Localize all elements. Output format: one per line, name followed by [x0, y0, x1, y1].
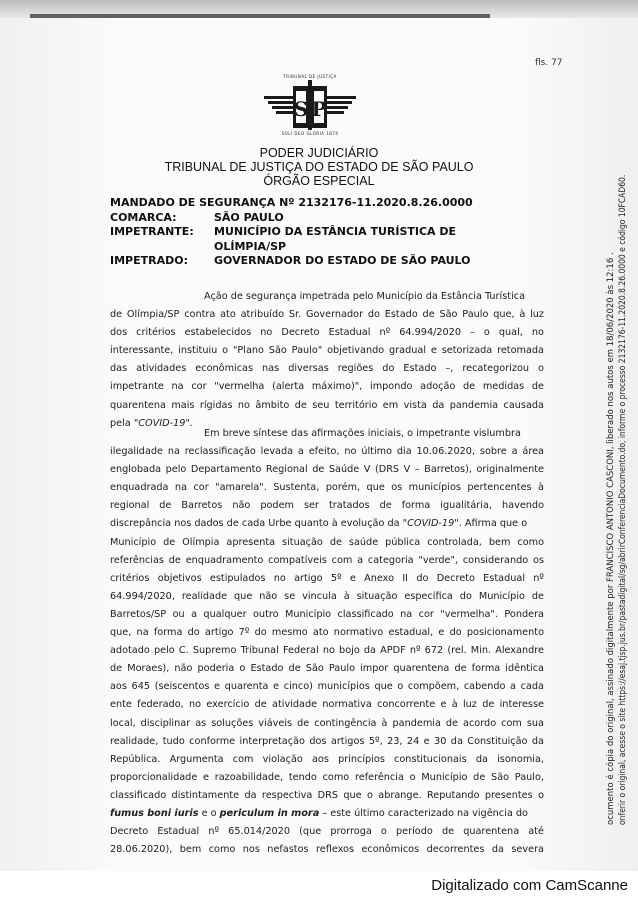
side-stamp-line-2: onferir o original, acesse o site https://esaj.tjsp.jus.br/pastadigital/sg/abrirConferenciaDocumento.do, informe o processo 2132176-11.2020.8.26.0000 e código 10FCAD60. — [618, 174, 628, 825]
paragraph-line: adotado pelo C. Supremo Tribunal Federal no bojo da APDF nº 672 (rel. Min. Alexandre — [110, 645, 544, 657]
paragraph-line: local, disciplinar as soluções viáveis de contingência à pandemia de acordo com sua — [110, 717, 544, 729]
paragraph-line — [110, 805, 544, 823]
comarca-row — [110, 211, 284, 224]
paragraph-line — [110, 515, 544, 533]
paragraph-line: de Moraes), não poderia o Estado de São Paulo impor quarentena de forma idêntica — [110, 663, 544, 675]
paragraph-line: realidade, tudo conforme interpretação dos artigos 5º, 23, 24 e 30 da Constituição da — [110, 735, 544, 747]
impetrante-label: IMPETRANTE: — [110, 225, 194, 238]
impetrado-value: GOVERNADOR DO ESTADO DE SÃO PAULO — [214, 254, 471, 267]
covid-italic: "COVID-19" — [402, 518, 459, 530]
paragraph-line: proporcionalidade e razoabilidade, tendo como referência o Município de São Paulo, — [110, 771, 544, 783]
paragraph-1 — [110, 288, 544, 433]
seal-letter-p: P — [311, 97, 327, 121]
page-number: fls. 77 — [535, 58, 563, 68]
impetrante-row-cont — [110, 240, 286, 253]
paragraph-line: Em breve síntese das afirmações iniciais, o impetrante vislumbra — [204, 428, 521, 439]
seal-bottom-text: SOLI DEO GLORIA 1874 — [281, 131, 339, 136]
paragraph-line: impetrante na cor "vermelha (alerta máximo)", impondo adoção de medidas de — [110, 381, 544, 393]
periculum-in-mora: periculum in mora — [219, 807, 320, 819]
header-line-3: ÓRGÃO ESPECIAL — [263, 174, 375, 188]
paragraph-line: regional de Barretos não podem ser tratados de forma igualitária, havendo — [110, 500, 544, 512]
paragraph-line: ilegalidade na reclassificação levada a efeito, no último dia 10.06.2020, sobre a área — [110, 446, 544, 458]
paragraph-text: pela — [110, 417, 134, 429]
paragraph-line: referências de enquadramento compatíveis com a categoria "verde", considerando os — [110, 554, 544, 566]
paragraph-line: classificado distintamente da respectiva DRS que o abrange. Reputando presentes o — [110, 789, 544, 801]
fumus-boni-iuris: fumus boni iuris — [110, 807, 199, 819]
paragraph-line: Barretos/SP ou a qualquer outro Município classificado na cor "vermelha". Pondera — [110, 608, 544, 620]
seal-letter-s: S — [293, 97, 309, 121]
paragraph-line: que, na forma do artigo 7º do mesmo ato normativo estadual, e do posicionamento — [110, 627, 544, 639]
impetrante-value: MUNICÍPIO DA ESTÂNCIA TURÍSTICA DE — [214, 225, 457, 238]
scanner-footer — [0, 871, 638, 903]
paragraph-line: interessante, instituiu o "Plano São Paulo" objetivando gradual e setorizada retomada — [110, 345, 544, 357]
paragraph-line: aos 645 (seiscentos e quarenta e cinco) municípios que o compõem, cabendo a cada — [110, 681, 544, 693]
impetrado-label: IMPETRADO: — [110, 254, 188, 267]
side-stamp-line-1: ocumento é cópia do original, assinado digitalmente por FRANCISCO ANTONIO CASCONI, liberado nos autos em 18/06/2020 às 12:16 . — [606, 252, 616, 825]
impetrado-row — [110, 254, 471, 267]
impetrante-row — [110, 225, 456, 238]
paragraph-line: critérios objetivos estipulados no artigo 5º e Anexo II do Decreto Estadual nº — [110, 572, 544, 584]
paragraph-text: – este último caracterizado na vigência do — [319, 807, 528, 819]
covid-italic: "COVID-19". — [133, 417, 193, 429]
paragraph-line: Ação de segurança impetrada pelo Município da Estância Turística — [204, 291, 526, 302]
paragraph-line: dos critérios estabelecidos no Decreto Estadual nº 64.994/2020 – o qual, no — [110, 327, 544, 339]
paragraph-line: englobada pelo Departamento Regional de Saúde V (DRS V – Barretos), originalmente — [110, 464, 544, 476]
paragraph-line: enquadrada na cor "amarela". Sustenta, porém, que os municípios pertencentes à — [110, 482, 544, 494]
paragraph-line: ente federado, no exercício de atividade normativa concorrente e à luz de interesse — [110, 699, 544, 711]
comarca-value: SÃO PAULO — [214, 211, 284, 224]
paragraph-line: 28.06.2020), bem como nos nefastos reflexos econômicos decorrentes da severa — [110, 844, 544, 856]
scan-top-line — [30, 14, 490, 18]
seal-top-text: TRIBUNAL DE JUSTIÇA — [283, 74, 337, 79]
comarca-label: COMARCA: — [110, 211, 177, 224]
paragraph-line: de Olímpia/SP contra ato atribuído Sr. Governador do Estado de São Paulo que, à luz — [110, 309, 544, 321]
header-line-2: TRIBUNAL DE JUSTIÇA DO ESTADO DE SÃO PAULO — [164, 160, 474, 174]
paragraph-line: quarentena mais rígidas no âmbito de seu território em vista da pandemia causada — [110, 399, 544, 411]
court-seal — [262, 74, 358, 144]
header-line-1: PODER JUDICIÁRIO — [259, 146, 379, 160]
paragraph-text: discrepância nos dados de cada Urbe quanto à evolução da — [110, 518, 403, 530]
paragraph-line: República. Argumenta com violação aos princípios constitucionais da isonomia, — [110, 753, 544, 765]
impetrante-value-2: OLÍMPIA/SP — [214, 240, 287, 253]
case-title: MANDADO DE SEGURANÇA Nº 2132176-11.2020.8.26.0000 — [110, 196, 473, 209]
paragraph-line: das atividades econômicas nas diversas regiões do Estado –, recategorizou o — [110, 363, 544, 375]
paragraph-2 — [110, 425, 544, 859]
paragraph-line: Decreto Estadual nº 65.014/2020 (que prorroga o período de quarentena até — [110, 826, 544, 838]
digital-signature-stamp — [571, 170, 627, 825]
paragraph-line: Município de Olímpia apresenta situação de saúde pública controlada, bem como — [110, 536, 544, 548]
paragraph-text: e o — [198, 807, 220, 819]
paragraph-text: . Afirma que o — [458, 518, 528, 530]
camscanner-label: Digitalizado com CamScanne — [431, 877, 628, 894]
paragraph-line: 64.994/2020, realidade que não se vincula à situação específica do Município de — [110, 590, 544, 602]
